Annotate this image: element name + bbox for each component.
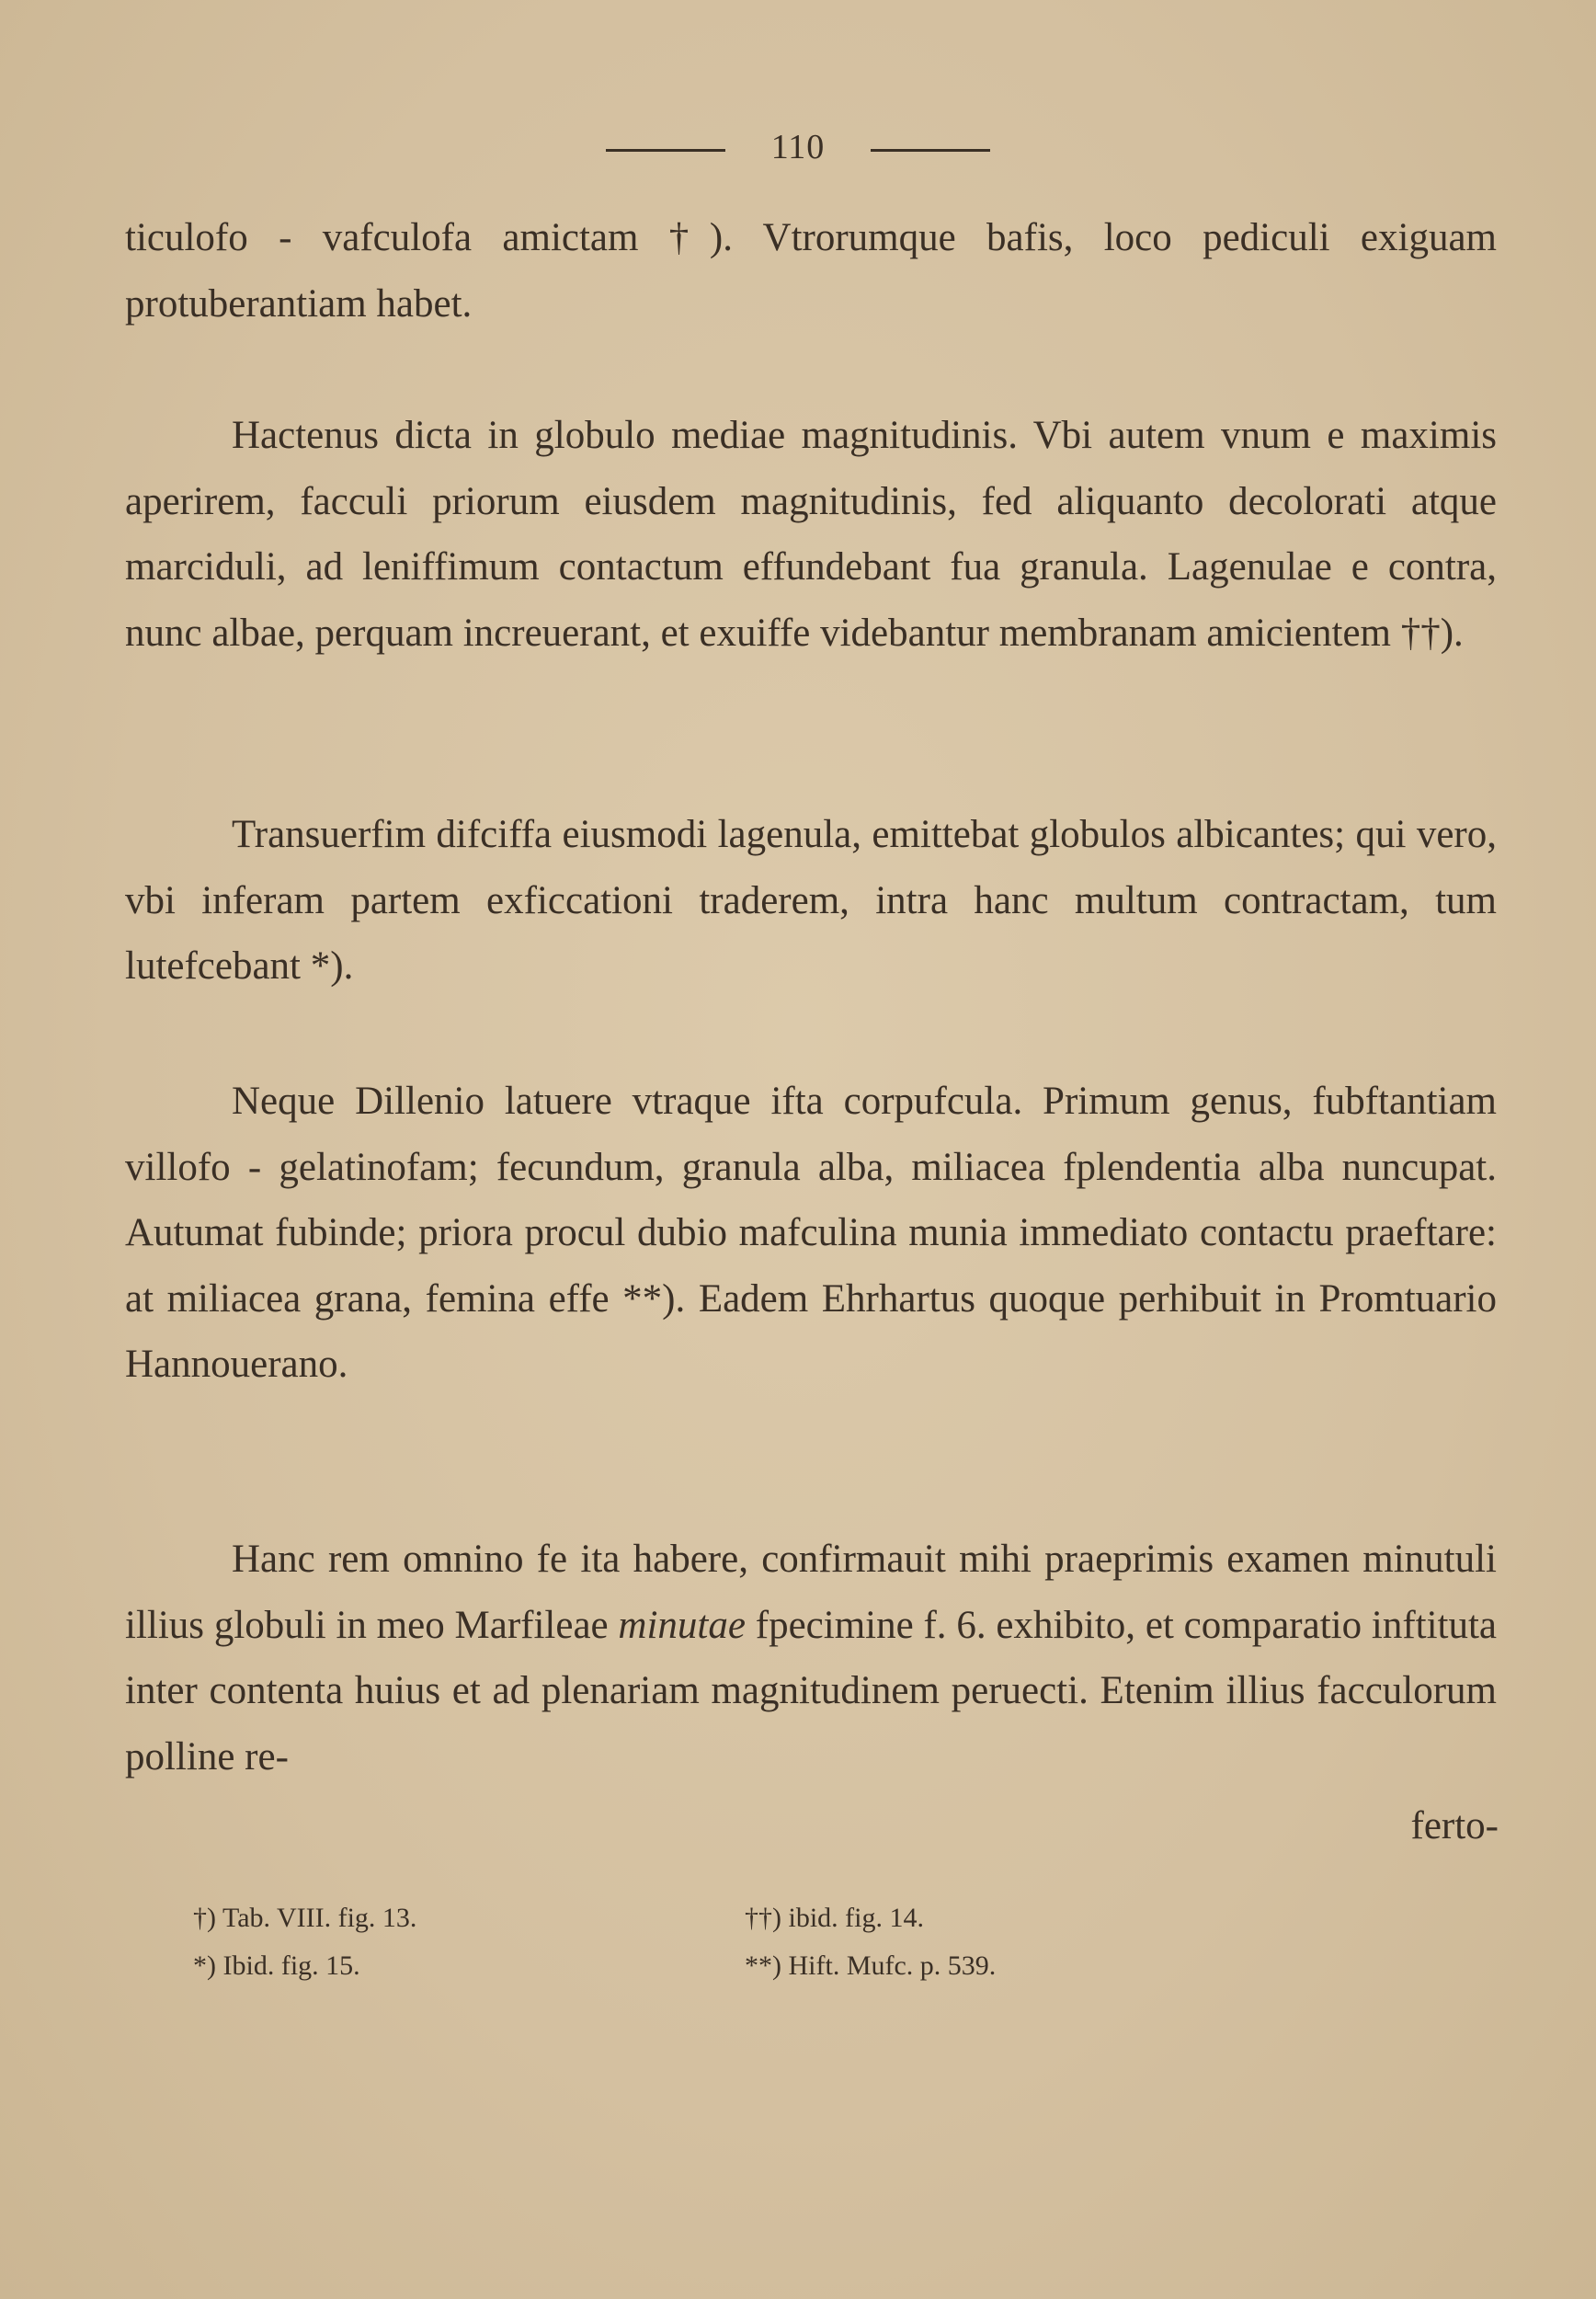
paragraph-text: [125, 1527, 1497, 1790]
paragraph-2: [125, 802, 1497, 1000]
page-number: 110: [770, 128, 826, 166]
paragraph-3: [125, 1069, 1497, 1398]
footnote-mark: *): [193, 1950, 216, 1981]
paragraph-text: Hactenus dicta in globulo mediae magnitudinis. Vbi autem vnum e maximis aperirem, facculi priorum eiusdem magnitudinis, fed aliquanto decolorati atque marciduli, ad leniffimum contactum effundebant fua granula. Lagenulae e contra, nunc albae, perquam increuerant, et exuiffe videbantur membranam amicientem ††).: [125, 414, 1497, 655]
header-rule-left: [606, 149, 725, 152]
footnote-text: ibid. fig. 14.: [788, 1903, 924, 1933]
footnote: [193, 1942, 745, 1990]
footnote: [193, 1894, 745, 1942]
footnote-mark: †): [193, 1903, 216, 1933]
catchword: ferto-: [1410, 1804, 1499, 1847]
paragraph-4: [125, 1527, 1497, 1790]
paragraph-text: Neque Dillenio latuere vtraque ifta corpufcula. Primum genus, fubftantiam villofo - gelatinofam; fecundum, granula alba, miliacea fplendentia alba nuncupat. Autumat fubinde; priora procul dubio mafculina munia immediato contactu praeftare: at miliacea grana, femina effe **). Eadem Ehrhartus quoque perhibuit in Promtuario Hannouerano.: [125, 1080, 1497, 1386]
footnote: [745, 1942, 1296, 1990]
footnote-text: Tab. VIII. fig. 13.: [222, 1903, 417, 1933]
italic-term: minutae: [618, 1603, 746, 1647]
footnote-text: Hift. Mufc. p. 539.: [788, 1950, 997, 1981]
paragraph-1: [125, 403, 1497, 666]
footnote-mark: **): [745, 1950, 781, 1981]
page-header: [0, 127, 1596, 167]
paragraph-text-part: fpecimine f. 6. exhibito, et comparatio inftituta inter contenta huius et ad plenariam magnitudinem peruecti. Etenim illius facculorum polline re-: [125, 1603, 1498, 1779]
footnote-row: [193, 1942, 1388, 1990]
footnote-mark: ††): [745, 1903, 781, 1933]
footnotes: [193, 1894, 1388, 1990]
paragraph-text: Transuerfim difciffa eiusmodi lagenula, emittebat globulos albicantes; qui vero, vbi inferam partem exficcationi traderem, intra hanc multum contractam, tum lutefcebant *).: [125, 813, 1497, 988]
header-rule-right: [871, 149, 990, 152]
paragraph-text-part: Hanc rem omnino fe ita habere, confirmauit mihi praeprimis examen minutuli illius globuli in meo Marfileae: [125, 1538, 1497, 1647]
paragraph-continuation: [125, 205, 1497, 337]
footnote: [745, 1894, 1296, 1942]
footnote-row: [193, 1894, 1388, 1942]
paragraph-text: ticulofo - vafculofa amictam †). Vtrorumque bafis, loco pediculi exiguam protuberantiam habet.: [125, 216, 1497, 326]
footnote-text: Ibid. fig. 15.: [222, 1950, 360, 1981]
